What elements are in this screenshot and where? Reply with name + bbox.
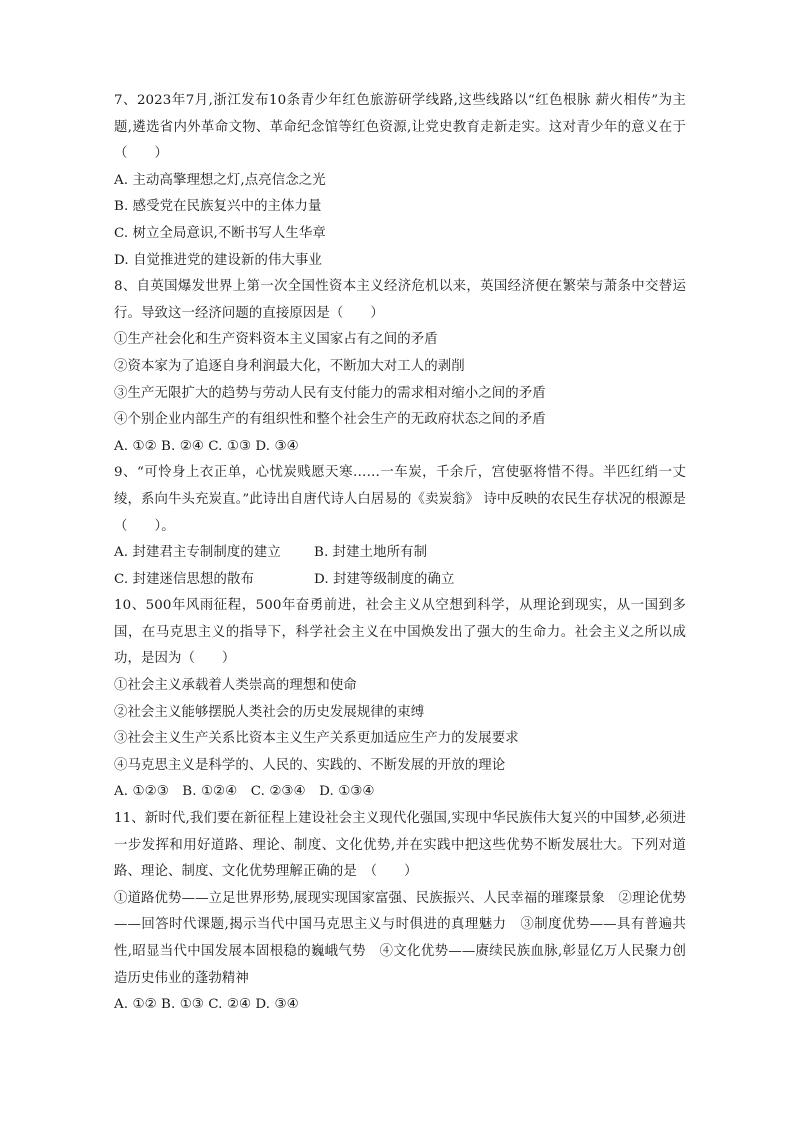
option-b: B. 封建土地所有制 xyxy=(314,545,428,561)
answer-options: A. ①② B. ①③ C. ②④ D. ③④ xyxy=(114,997,299,1013)
statement-1: ①社会主义承载着人类崇高的理想和使命 xyxy=(114,678,357,694)
question-9 xyxy=(114,460,686,593)
statement-2: ②资本家为了追逐自身利润最大化，不断加大对工人的剥削 xyxy=(114,358,465,374)
question-stem: 10、500年风雨征程，500年奋勇前进，社会主义从空想到科学，从理论到现实，从一国到多国，在马克思主义的指导下，科学社会主义在中国焕发出了强大的生命力。社会主义之所以成功，是因为（ ） xyxy=(114,598,686,667)
question-8 xyxy=(114,274,686,460)
option-d: D. 封建等级制度的确立 xyxy=(314,571,455,587)
statement-4: ④个别企业内部生产的有组织性和整个社会生产的无政府状态之间的矛盾 xyxy=(114,412,546,428)
statements-block: ①道路优势——立足世界形势,展现实现国家富强、民族振兴、人民幸福的璀璨景象 ②理论优势——回答时代课题,揭示当代中国马克思主义与时俱进的真理魅力 ③制度优势——具有普遍共性,昭显当代中国发展本固根稳的巍峨气势 ④文化优势——赓续民族血脉,彰显亿万人民聚力创造历史伟业的蓬勃精神 xyxy=(114,890,686,986)
statement-1: ①生产社会化和生产资料资本主义国家占有之间的矛盾 xyxy=(114,332,438,348)
statement-3: ③生产无限扩大的趋势与劳动人民有支付能力的需求相对缩小之间的矛盾 xyxy=(114,385,546,401)
answer-options: A. ①②③ B. ①②④ C. ②③④ D. ①③④ xyxy=(114,784,375,800)
question-10 xyxy=(114,593,686,806)
question-stem: 7、2023年7月,浙江发布10条青少年红色旅游研学线路,这些线路以“红色根脉 薪火相传”为主题,遴选省内外革命文物、革命纪念馆等红色资源,让党史教育走新走实。这对青少年的意义在于 （ ） xyxy=(114,93,700,162)
option-b: B. 感受党在民族复兴中的主体力量 xyxy=(114,199,322,215)
statement-4: ④马克思主义是科学的、人民的、实践的、不断发展的开放的理论 xyxy=(114,757,506,773)
option-row xyxy=(114,540,686,567)
exam-page xyxy=(114,88,700,1019)
option-d: D. 自觉推进党的建设新的伟大事业 xyxy=(114,252,322,268)
option-c: C. 封建迷信思想的散布 xyxy=(114,571,254,587)
option-a: A. 主动高擎理想之灯,点亮信念之光 xyxy=(114,172,326,188)
statement-2: ②社会主义能够摆脱人类社会的历史发展规律的束缚 xyxy=(114,704,425,720)
question-stem: 9、“可怜身上衣正单，心忧炭贱愿天寒……一车炭，千余斤，宫使驱将惜不得。半匹红绡一丈绫，系向牛头充炭直。”此诗出自唐代诗人白居易的《卖炭翁》 诗中反映的农民生存状况的根源是（ ）。 xyxy=(114,465,686,534)
question-stem: 8、自英国爆发世界上第一次全国性资本主义经济危机以来，英国经济便在繁荣与萧条中交替运行。导致这一经济问题的直接原因是（ ） xyxy=(114,279,686,321)
answer-options: A. ①② B. ②④ C. ①③ D. ③④ xyxy=(114,438,299,454)
option-a: A. 封建君主专制制度的建立 xyxy=(114,545,281,561)
question-11 xyxy=(114,806,686,1019)
question-stem: 11、新时代,我们要在新征程上建设社会主义现代化强国,实现中华民族伟大复兴的中国梦,必须进一步发挥和用好道路、理论、制度、文化优势,并在实践中把这些优势不断发展壮大。下列对道路、理论、制度、文化优势理解正确的是 （ ） xyxy=(114,811,686,880)
question-7 xyxy=(114,88,700,274)
option-row xyxy=(114,567,686,594)
option-c: C. 树立全局意识,不断书写人生华章 xyxy=(114,225,326,241)
statement-3: ③社会主义生产关系比资本主义生产关系更加适应生产力的发展要求 xyxy=(114,731,519,747)
